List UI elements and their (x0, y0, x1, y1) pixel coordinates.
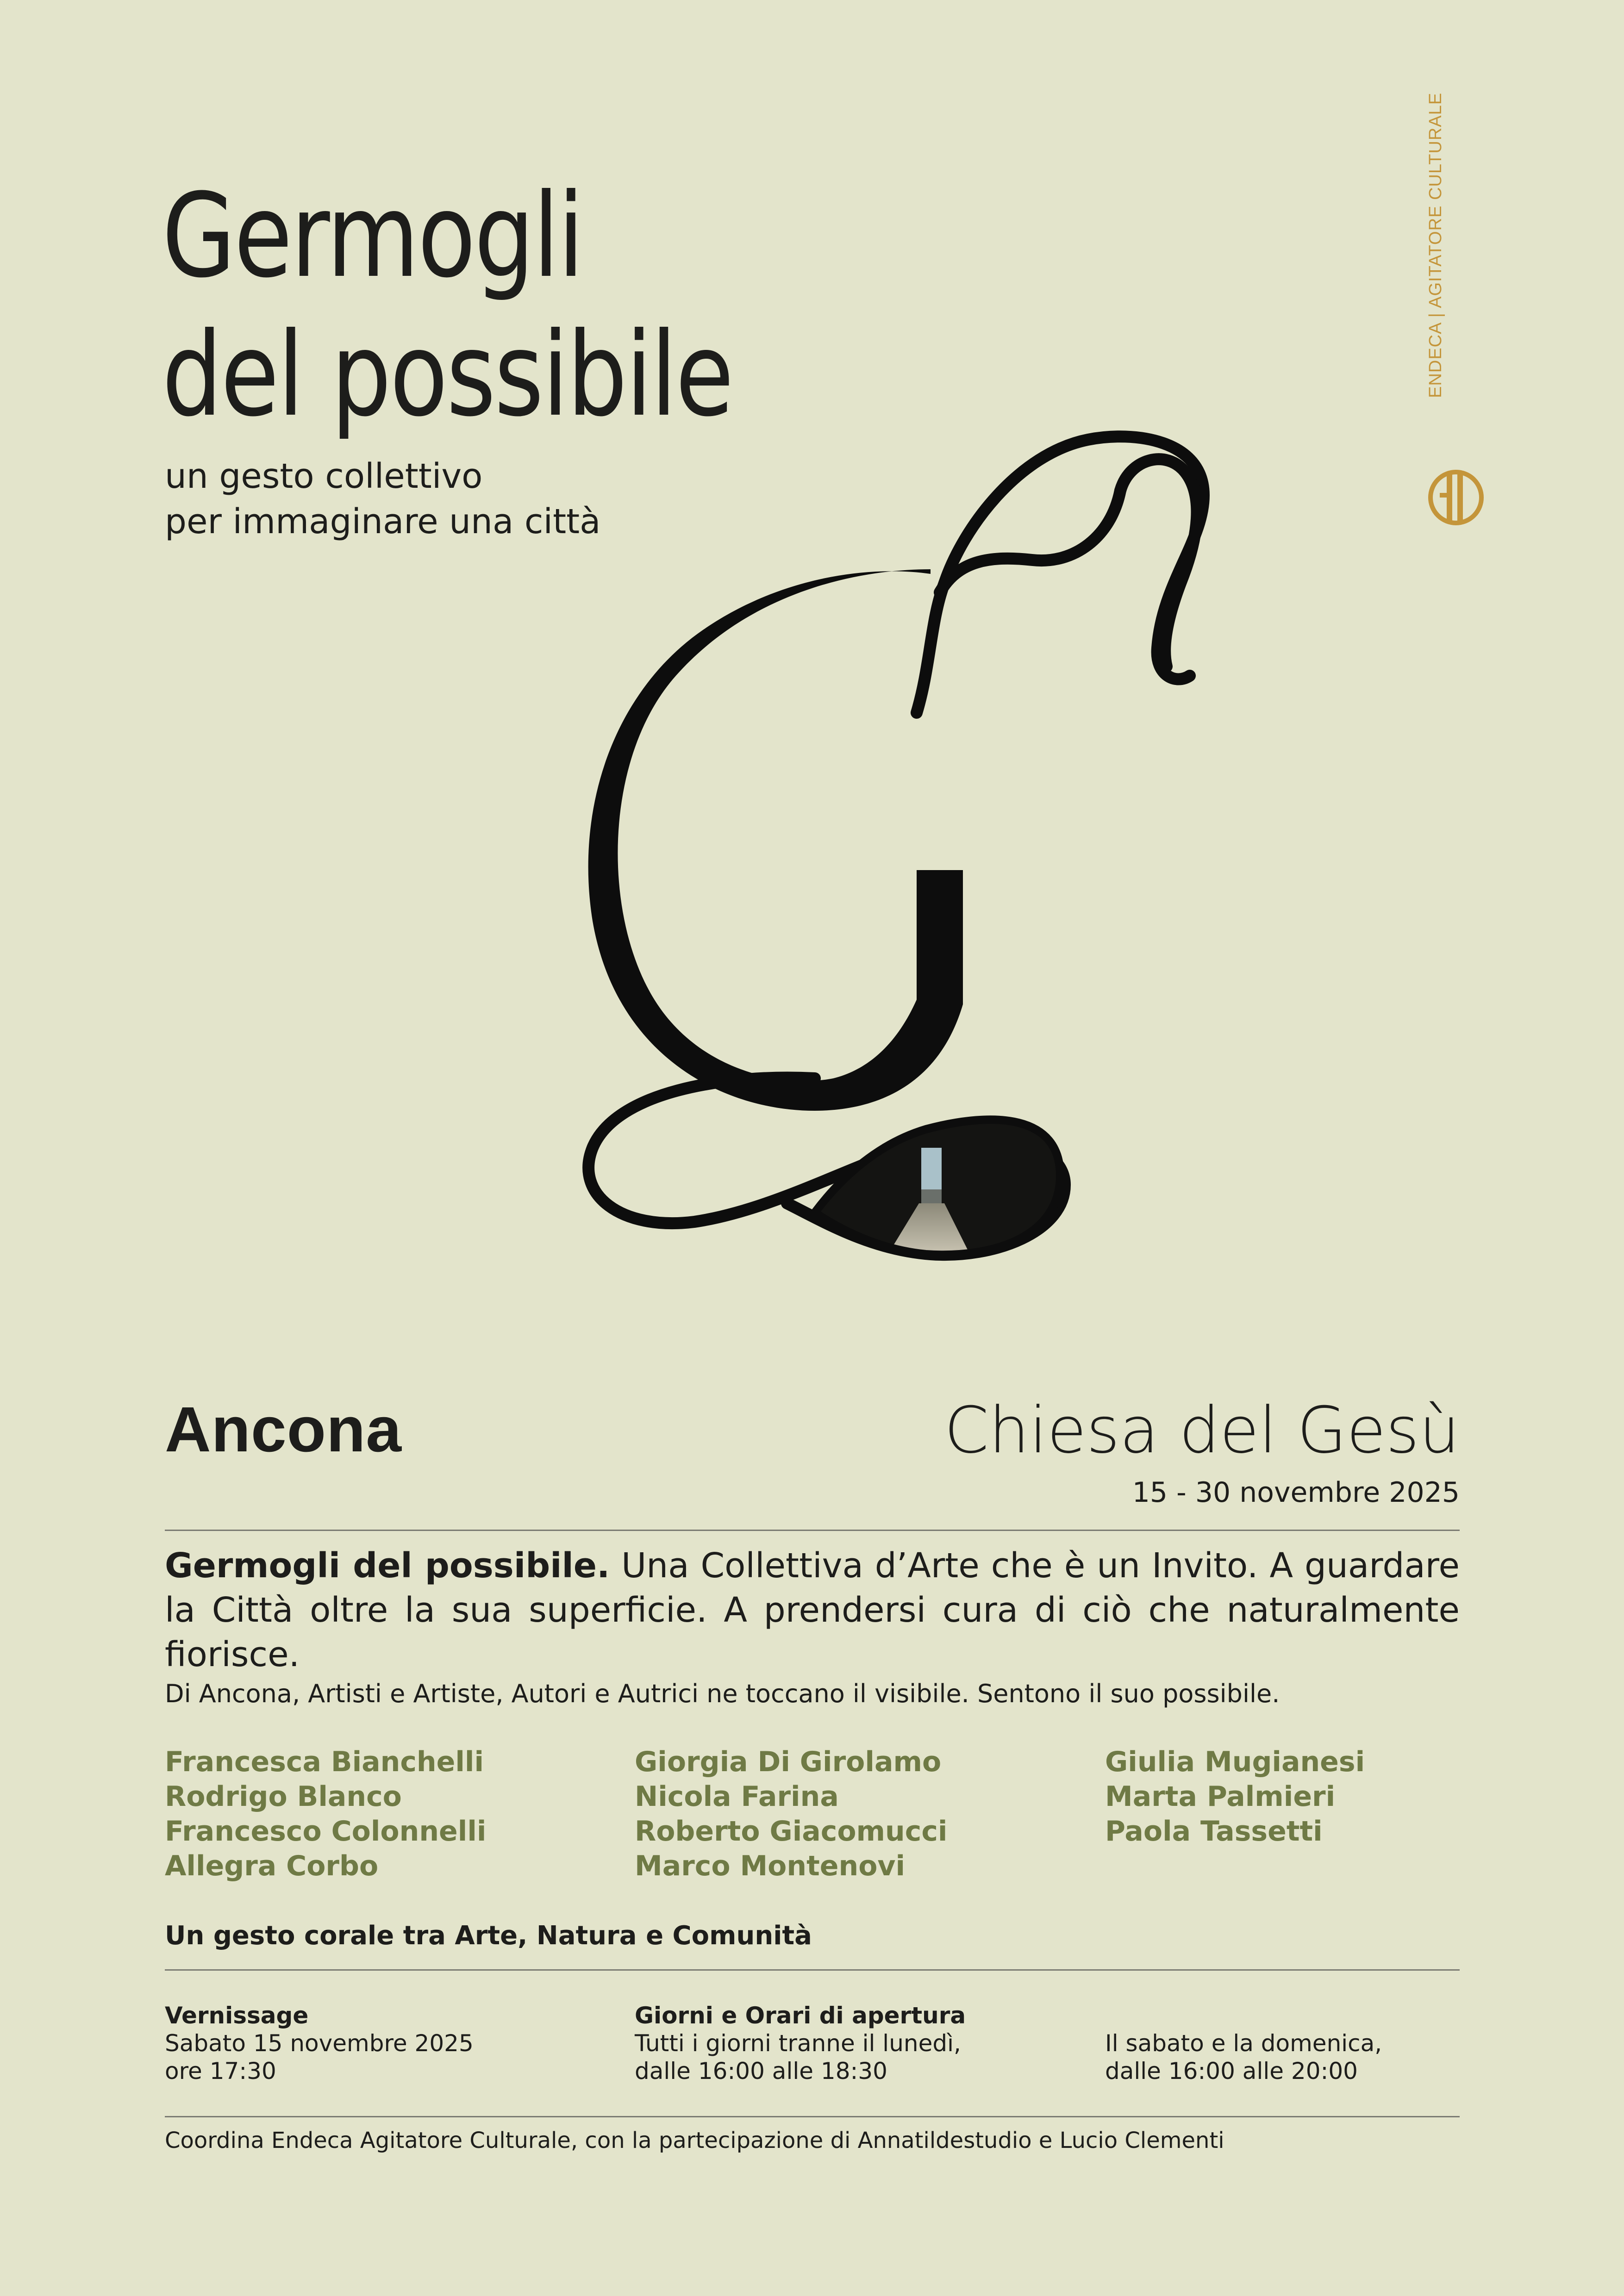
lead-text: Una Collettiva d’Arte che è un Invito. A guardare la Città oltre la sua superficie. A prendersi cura di ciò che naturalmente fiorisce. (165, 1546, 1460, 1674)
divider (165, 2116, 1460, 2117)
artist-name: Giulia Mugianesi (1105, 1746, 1365, 1778)
artist-name: Paola Tassetti (1105, 1815, 1323, 1848)
weekend-times: dalle 16:00 alle 20:00 (1105, 2058, 1358, 2084)
hours-days: Tutti i giorni tranne il lunedì, (635, 2030, 961, 2057)
vernissage-info (165, 2002, 474, 2085)
tagline: Un gesto corale tra Arte, Natura e Comunità (165, 1921, 812, 1951)
lead-bold: Germogli del possibile. (165, 1546, 610, 1586)
artist-name: Nicola Farina (635, 1780, 839, 1813)
artist-name: Francesca Bianchelli (165, 1746, 484, 1778)
intro-text: Di Ancona, Artisti e Artiste, Autori e Autrici ne toccano il visibile. Sentono il suo possibile. (165, 1679, 1280, 1708)
artists-column-1 (165, 1745, 486, 1884)
vernissage-heading: Vernissage (165, 2002, 309, 2029)
artist-name: Allegra Corbo (165, 1850, 379, 1882)
divider (165, 1969, 1460, 1971)
artist-name: Giorgia Di Girolamo (635, 1746, 942, 1778)
opening-hours-info (635, 2002, 966, 2085)
title-line-2: del possibile (162, 307, 733, 442)
credits: Coordina Endeca Agitatore Culturale, con la partecipazione di Annatildestudio e Lucio Clementi (165, 2128, 1224, 2153)
event-city: Ancona (165, 1394, 402, 1465)
decorative-g-letter (463, 389, 1250, 1333)
artists-column-2 (635, 1745, 947, 1884)
artist-name: Marco Montenovi (635, 1850, 906, 1882)
vernissage-time: ore 17:30 (165, 2058, 276, 2084)
artist-name: Roberto Giacomucci (635, 1815, 948, 1848)
lead-paragraph (165, 1543, 1460, 1677)
weekend-days: Il sabato e la domenica, (1105, 2030, 1382, 2057)
hours-times: dalle 16:00 alle 18:30 (635, 2058, 887, 2084)
brand-text: ENDECA | AGITATORE CULTURALE (1426, 92, 1445, 398)
event-venue: Chiesa del Gesù (944, 1393, 1460, 1468)
vernissage-date: Sabato 15 novembre 2025 (165, 2030, 474, 2057)
divider (165, 1530, 1460, 1531)
subtitle-line-2: per immaginare una città (165, 502, 601, 541)
artist-name: Rodrigo Blanco (165, 1780, 402, 1813)
subtitle-line-1: un gesto collettivo (165, 456, 483, 496)
title-line-1: Germogli (162, 168, 583, 303)
endeca-logo-icon (1421, 463, 1486, 532)
weekend-hours-info (1105, 2029, 1382, 2085)
brand-logo (1403, 92, 1495, 546)
artist-name: Marta Palmieri (1105, 1780, 1336, 1813)
artists-column-3 (1105, 1745, 1365, 1849)
event-dates: 15 - 30 novembre 2025 (1132, 1476, 1460, 1509)
artist-name: Francesco Colonnelli (165, 1815, 487, 1848)
hours-heading: Giorni e Orari di apertura (635, 2002, 966, 2029)
